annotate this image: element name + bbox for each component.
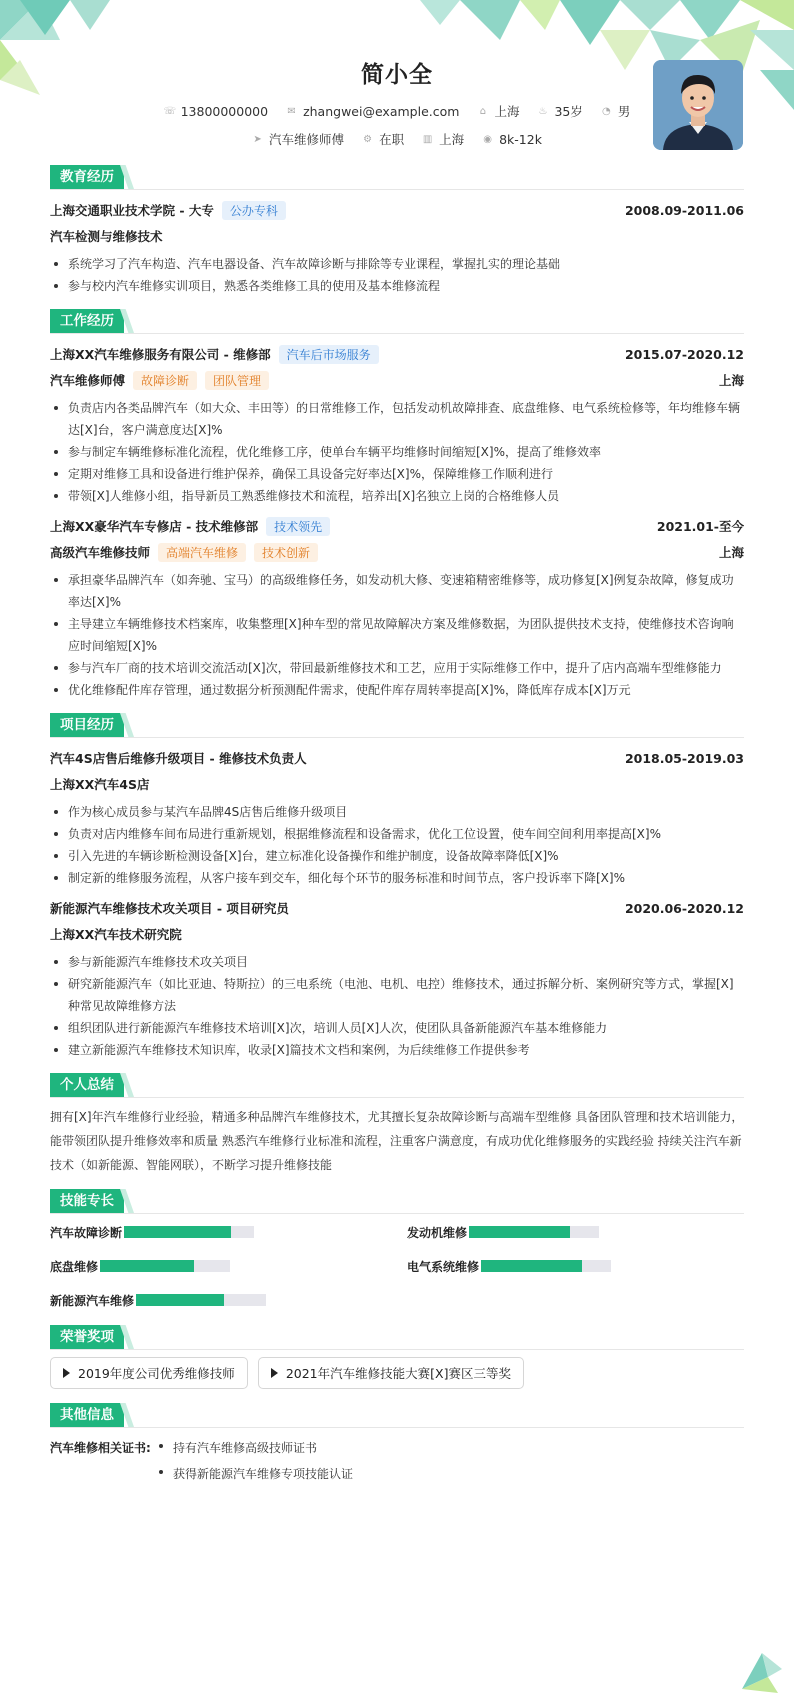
summary-section bbox=[50, 1073, 744, 1177]
list-item: 系统学习了汽车构造、汽车电器设备、汽车故障诊断与排除等专业课程，掌握扎实的理论基础 bbox=[50, 253, 744, 275]
building-icon: ▥ bbox=[422, 133, 433, 145]
list-item: 负责店内各类品牌汽车（如大众、丰田等）的日常维修工作，包括发动机故障排查、底盘维修、电气系统检修等，年均维修车辆达[X]台，客户满意度达[X]% bbox=[50, 397, 744, 441]
project-entry-head bbox=[50, 895, 744, 921]
awards-section bbox=[50, 1325, 744, 1389]
cake-icon: ♨ bbox=[538, 105, 548, 117]
project-bullets bbox=[50, 801, 744, 889]
skill-bar-fill bbox=[124, 1226, 231, 1238]
play-icon bbox=[271, 1368, 278, 1378]
education-period: 2008.09-2011.06 bbox=[624, 202, 744, 218]
list-item: 制定新的维修服务流程，从客户接车到交车，细化每个环节的服务标准和时间节点，客户投诉率下降[X]% bbox=[50, 867, 744, 889]
skill-bar-fill bbox=[136, 1294, 224, 1306]
award-item: 2019年度公司优秀维修技师 bbox=[50, 1357, 248, 1389]
city: ⌂ 上海 bbox=[477, 102, 519, 120]
project-section bbox=[50, 713, 744, 1061]
skill-item: 电气系统维修 bbox=[407, 1255, 744, 1277]
project-name: 新能源汽车维修技术攻关项目 - 项目研究员 bbox=[50, 901, 289, 916]
send-icon: ➤ bbox=[253, 133, 262, 145]
work-bullets bbox=[50, 397, 744, 507]
salary: ◉ 8k-12k bbox=[483, 131, 542, 147]
project-period: 2018.05-2019.03 bbox=[624, 750, 744, 766]
list-item: 参与汽车厂商的技术培训交流活动[X]次，带回最新维修技术和工艺，应用于实际维修工作中，提升了店内高端车型维修能力 bbox=[50, 657, 744, 679]
list-item: 参与校内汽车维修实训项目，熟悉各类维修工具的使用及基本维修流程 bbox=[50, 275, 744, 297]
work-location: 上海 bbox=[718, 373, 744, 388]
work-location: 上海 bbox=[718, 545, 744, 560]
list-item: 承担豪华品牌汽车（如奔驰、宝马）的高级维修任务，如发动机大修、变速箱精密维修等，成功修复[X]例复杂故障，修复成功率达[X]% bbox=[50, 569, 744, 613]
home-icon: ⌂ bbox=[479, 105, 487, 117]
work-period: 2015.07-2020.12 bbox=[624, 346, 744, 362]
company-tag: 汽车后市场服务 bbox=[279, 345, 379, 364]
education-entry-head bbox=[50, 197, 744, 223]
skills-section bbox=[50, 1189, 744, 1311]
list-item: 持有汽车维修高级技师证书 bbox=[155, 1435, 353, 1461]
job-title: ➤ 汽车维修师傅 bbox=[253, 132, 345, 147]
list-item: 参与制定车辆维修标准化流程，优化维修工序，使单台车辆平均维修时间缩短[X]%，提高了维修效率 bbox=[50, 441, 744, 463]
role-tag: 故障诊断 bbox=[133, 371, 197, 390]
school-tag: 公办专科 bbox=[222, 201, 286, 220]
certificate-label: 汽车维修相关证书: bbox=[50, 1441, 151, 1455]
list-item: 参与新能源汽车维修技术攻关项目 bbox=[50, 951, 744, 973]
list-item: 引入先进的车辆诊断检测设备[X]台，建立标准化设备操作和维护制度，设备故障率降低[X]% bbox=[50, 845, 744, 867]
coin-icon: ◉ bbox=[483, 133, 492, 145]
job-status: ⚙ 在职 bbox=[363, 132, 405, 147]
phone-icon: ☏ bbox=[163, 105, 177, 117]
awards-list bbox=[50, 1357, 744, 1389]
project-period: 2020.06-2020.12 bbox=[624, 900, 744, 916]
section-title-awards: 荣誉奖项 bbox=[50, 1325, 124, 1349]
email: ✉ zhangwei@example.com bbox=[287, 103, 460, 119]
company-name: 上海XX汽车维修服务有限公司 - 维修部 bbox=[50, 347, 271, 362]
skill-item: 发动机维修 bbox=[407, 1221, 744, 1243]
role-tag: 团队管理 bbox=[205, 371, 269, 390]
corner-decoration bbox=[738, 1649, 782, 1693]
other-section bbox=[50, 1403, 744, 1487]
work-section bbox=[50, 309, 744, 701]
candidate-name: 简小全 bbox=[361, 62, 433, 88]
list-item: 研究新能源汽车（如比亚迪、特斯拉）的三电系统（电池、电机、电控）维修技术，通过拆解分析、案例研究等方式，掌握[X]种常见故障维修方法 bbox=[50, 973, 744, 1017]
section-title-project: 项目经历 bbox=[50, 713, 124, 737]
education-bullets bbox=[50, 253, 744, 297]
project-bullets bbox=[50, 951, 744, 1061]
education-section bbox=[50, 165, 744, 297]
project-org: 上海XX汽车技术研究院 bbox=[50, 927, 182, 942]
company-tag: 技术领先 bbox=[266, 517, 330, 536]
list-item: 组织团队进行新能源汽车维修技术培训[X]次，培训人员[X]人次，使团队具备新能源汽车基本维修能力 bbox=[50, 1017, 744, 1039]
section-title-summary: 个人总结 bbox=[50, 1073, 124, 1097]
list-item: 负责对店内维修车间布局进行重新规划，根据维修流程和设备需求，优化工位设置，使车间空间利用率提高[X]% bbox=[50, 823, 744, 845]
project-name: 汽车4S店售后维修升级项目 - 维修技术负责人 bbox=[50, 751, 307, 766]
play-icon bbox=[63, 1368, 70, 1378]
age: ♨ 35岁 bbox=[538, 104, 583, 119]
skill-item: 新能源汽车维修 bbox=[50, 1289, 387, 1311]
work-entry-head bbox=[50, 341, 744, 367]
list-item: 获得新能源汽车维修专项技能认证 bbox=[155, 1461, 353, 1487]
phone: ☏ 13800000000 bbox=[163, 103, 269, 119]
job-role: 高级汽车维修技师 bbox=[50, 545, 151, 560]
role-tag: 高端汽车维修 bbox=[158, 543, 246, 562]
work-bullets bbox=[50, 569, 744, 701]
section-title-work: 工作经历 bbox=[50, 309, 124, 333]
award-item: 2021年汽车维修技能大赛[X]赛区三等奖 bbox=[258, 1357, 524, 1389]
avatar bbox=[653, 60, 743, 150]
section-title-education: 教育经历 bbox=[50, 165, 124, 189]
job-role: 汽车维修师傅 bbox=[50, 373, 126, 388]
mail-icon: ✉ bbox=[287, 105, 296, 117]
skills-grid bbox=[50, 1221, 744, 1311]
other-info bbox=[50, 1435, 744, 1487]
skill-item: 底盘维修 bbox=[50, 1255, 387, 1277]
list-item: 主导建立车辆维修技术档案库，收集整理[X]种车型的常见故障解决方案及维修数据，为团队提供技术支持，使维修技术咨询响应时间缩短[X]% bbox=[50, 613, 744, 657]
skill-item: 汽车故障诊断 bbox=[50, 1221, 387, 1243]
list-item: 作为核心成员参与某汽车品牌4S店售后维修升级项目 bbox=[50, 801, 744, 823]
gear-icon: ⚙ bbox=[363, 133, 373, 145]
skill-bar-fill bbox=[100, 1260, 194, 1272]
target-city: ▥ 上海 bbox=[422, 132, 465, 147]
school-name: 上海交通职业技术学院 - 大专 bbox=[50, 203, 214, 218]
certificate-list bbox=[155, 1435, 353, 1487]
major: 汽车检测与维修技术 bbox=[50, 229, 163, 244]
work-entry-head bbox=[50, 513, 744, 539]
header bbox=[0, 0, 794, 165]
section-title-skills: 技能专长 bbox=[50, 1189, 124, 1213]
list-item: 定期对维修工具和设备进行维护保养，确保工具设备完好率达[X]%，保障维修工作顺利进行 bbox=[50, 463, 744, 485]
summary-text: 拥有[X]年汽车维修行业经验，精通多种品牌汽车维修技术，尤其擅长复杂故障诊断与高端车型维修 具备团队管理和技术培训能力， 能带领团队提升维修效率和质量 熟悉汽车维修行业标准和流程，注重客户满意度，有成功优化维修服务的实践经验 持续关注汽车新 技术（如新能源、智能网联），不断学习提升维修技能 bbox=[50, 1110, 744, 1172]
skill-bar-fill bbox=[469, 1226, 570, 1238]
skill-bar bbox=[124, 1226, 254, 1238]
list-item: 带领[X]人维修小组，指导新员工熟悉维修技术和流程，培养出[X]名独立上岗的合格维修人员 bbox=[50, 485, 744, 507]
gender: ◔ 男 bbox=[602, 104, 631, 119]
project-entry-head bbox=[50, 745, 744, 771]
role-tag: 技术创新 bbox=[254, 543, 318, 562]
list-item: 建立新能源汽车维修技术知识库，收录[X]篇技术文档和案例，为后续维修工作提供参考 bbox=[50, 1039, 744, 1061]
project-org: 上海XX汽车4S店 bbox=[50, 777, 150, 792]
skill-bar bbox=[136, 1294, 266, 1306]
gender-icon: ◔ bbox=[602, 105, 611, 117]
work-period: 2021.01-至今 bbox=[656, 519, 744, 534]
list-item: 优化维修配件库存管理，通过数据分析预测配件需求，使配件库存周转率提高[X]%，降低库存成本[X]万元 bbox=[50, 679, 744, 701]
company-name: 上海XX豪华汽车专修店 - 技术维修部 bbox=[50, 519, 259, 534]
skill-bar-fill bbox=[481, 1260, 582, 1272]
skill-bar bbox=[469, 1226, 599, 1238]
section-title-other: 其他信息 bbox=[50, 1403, 124, 1427]
skill-bar bbox=[100, 1260, 230, 1272]
skill-bar bbox=[481, 1260, 611, 1272]
